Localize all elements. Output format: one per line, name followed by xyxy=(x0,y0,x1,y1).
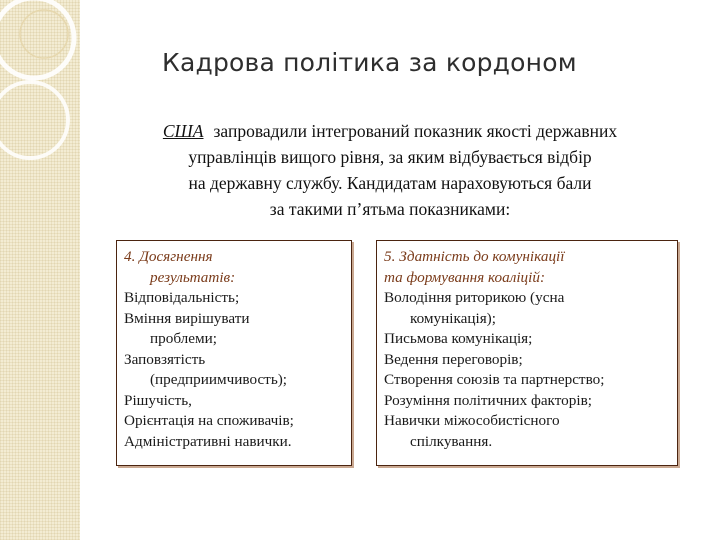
communication-title-line-1: 5. Здатність до комунікації xyxy=(384,248,565,265)
intro-line-3: на державну службу. Кандидатам нараховуються бали xyxy=(188,173,592,193)
achievements-box xyxy=(116,240,352,466)
list-item: (предприимчивость); xyxy=(150,371,288,388)
intro-line-2: управлінців вищого рівня, за яким відбувається відбір xyxy=(188,147,592,167)
achievements-title-line-1: 4. Досягнення xyxy=(124,248,213,265)
list-item: спілкування. xyxy=(410,432,493,450)
slide-title: Кадрова політика за кордоном xyxy=(162,48,577,77)
list-item: Письмова комунікація; xyxy=(384,330,533,347)
intro-paragraph xyxy=(100,118,680,222)
list-item: комунікація); xyxy=(410,309,496,327)
list-item: Ведення переговорів; xyxy=(384,350,523,368)
list-item: Відповідальність; xyxy=(124,289,240,306)
list-item: Володіння риторикою (усна xyxy=(384,289,565,306)
communication-box xyxy=(376,240,678,466)
list-item: Рішучість, xyxy=(124,391,192,409)
list-item: Заповзятість xyxy=(124,350,206,368)
list-item: Адміністративні навички. xyxy=(124,432,292,450)
list-item: Створення союзів та партнерство; xyxy=(384,371,605,388)
intro-line-1 xyxy=(100,118,680,144)
list-item: Орієнтація на споживачів; xyxy=(124,412,294,429)
intro-lead-usa: США xyxy=(162,121,204,141)
list-item: проблеми; xyxy=(150,330,217,347)
achievements-title-line-2: результатів: xyxy=(150,268,236,286)
communication-title-line-2: та формування коаліцій: xyxy=(384,268,546,286)
intro-line-1-text: запровадили інтегрований показник якості державних xyxy=(213,121,618,141)
intro-line-4: за такими п’ятьма показниками: xyxy=(269,199,511,219)
list-item: Навички міжособистісного xyxy=(384,412,560,429)
list-item: Розуміння політичних факторів; xyxy=(384,391,592,409)
list-item: Вміння вирішувати xyxy=(124,309,250,327)
